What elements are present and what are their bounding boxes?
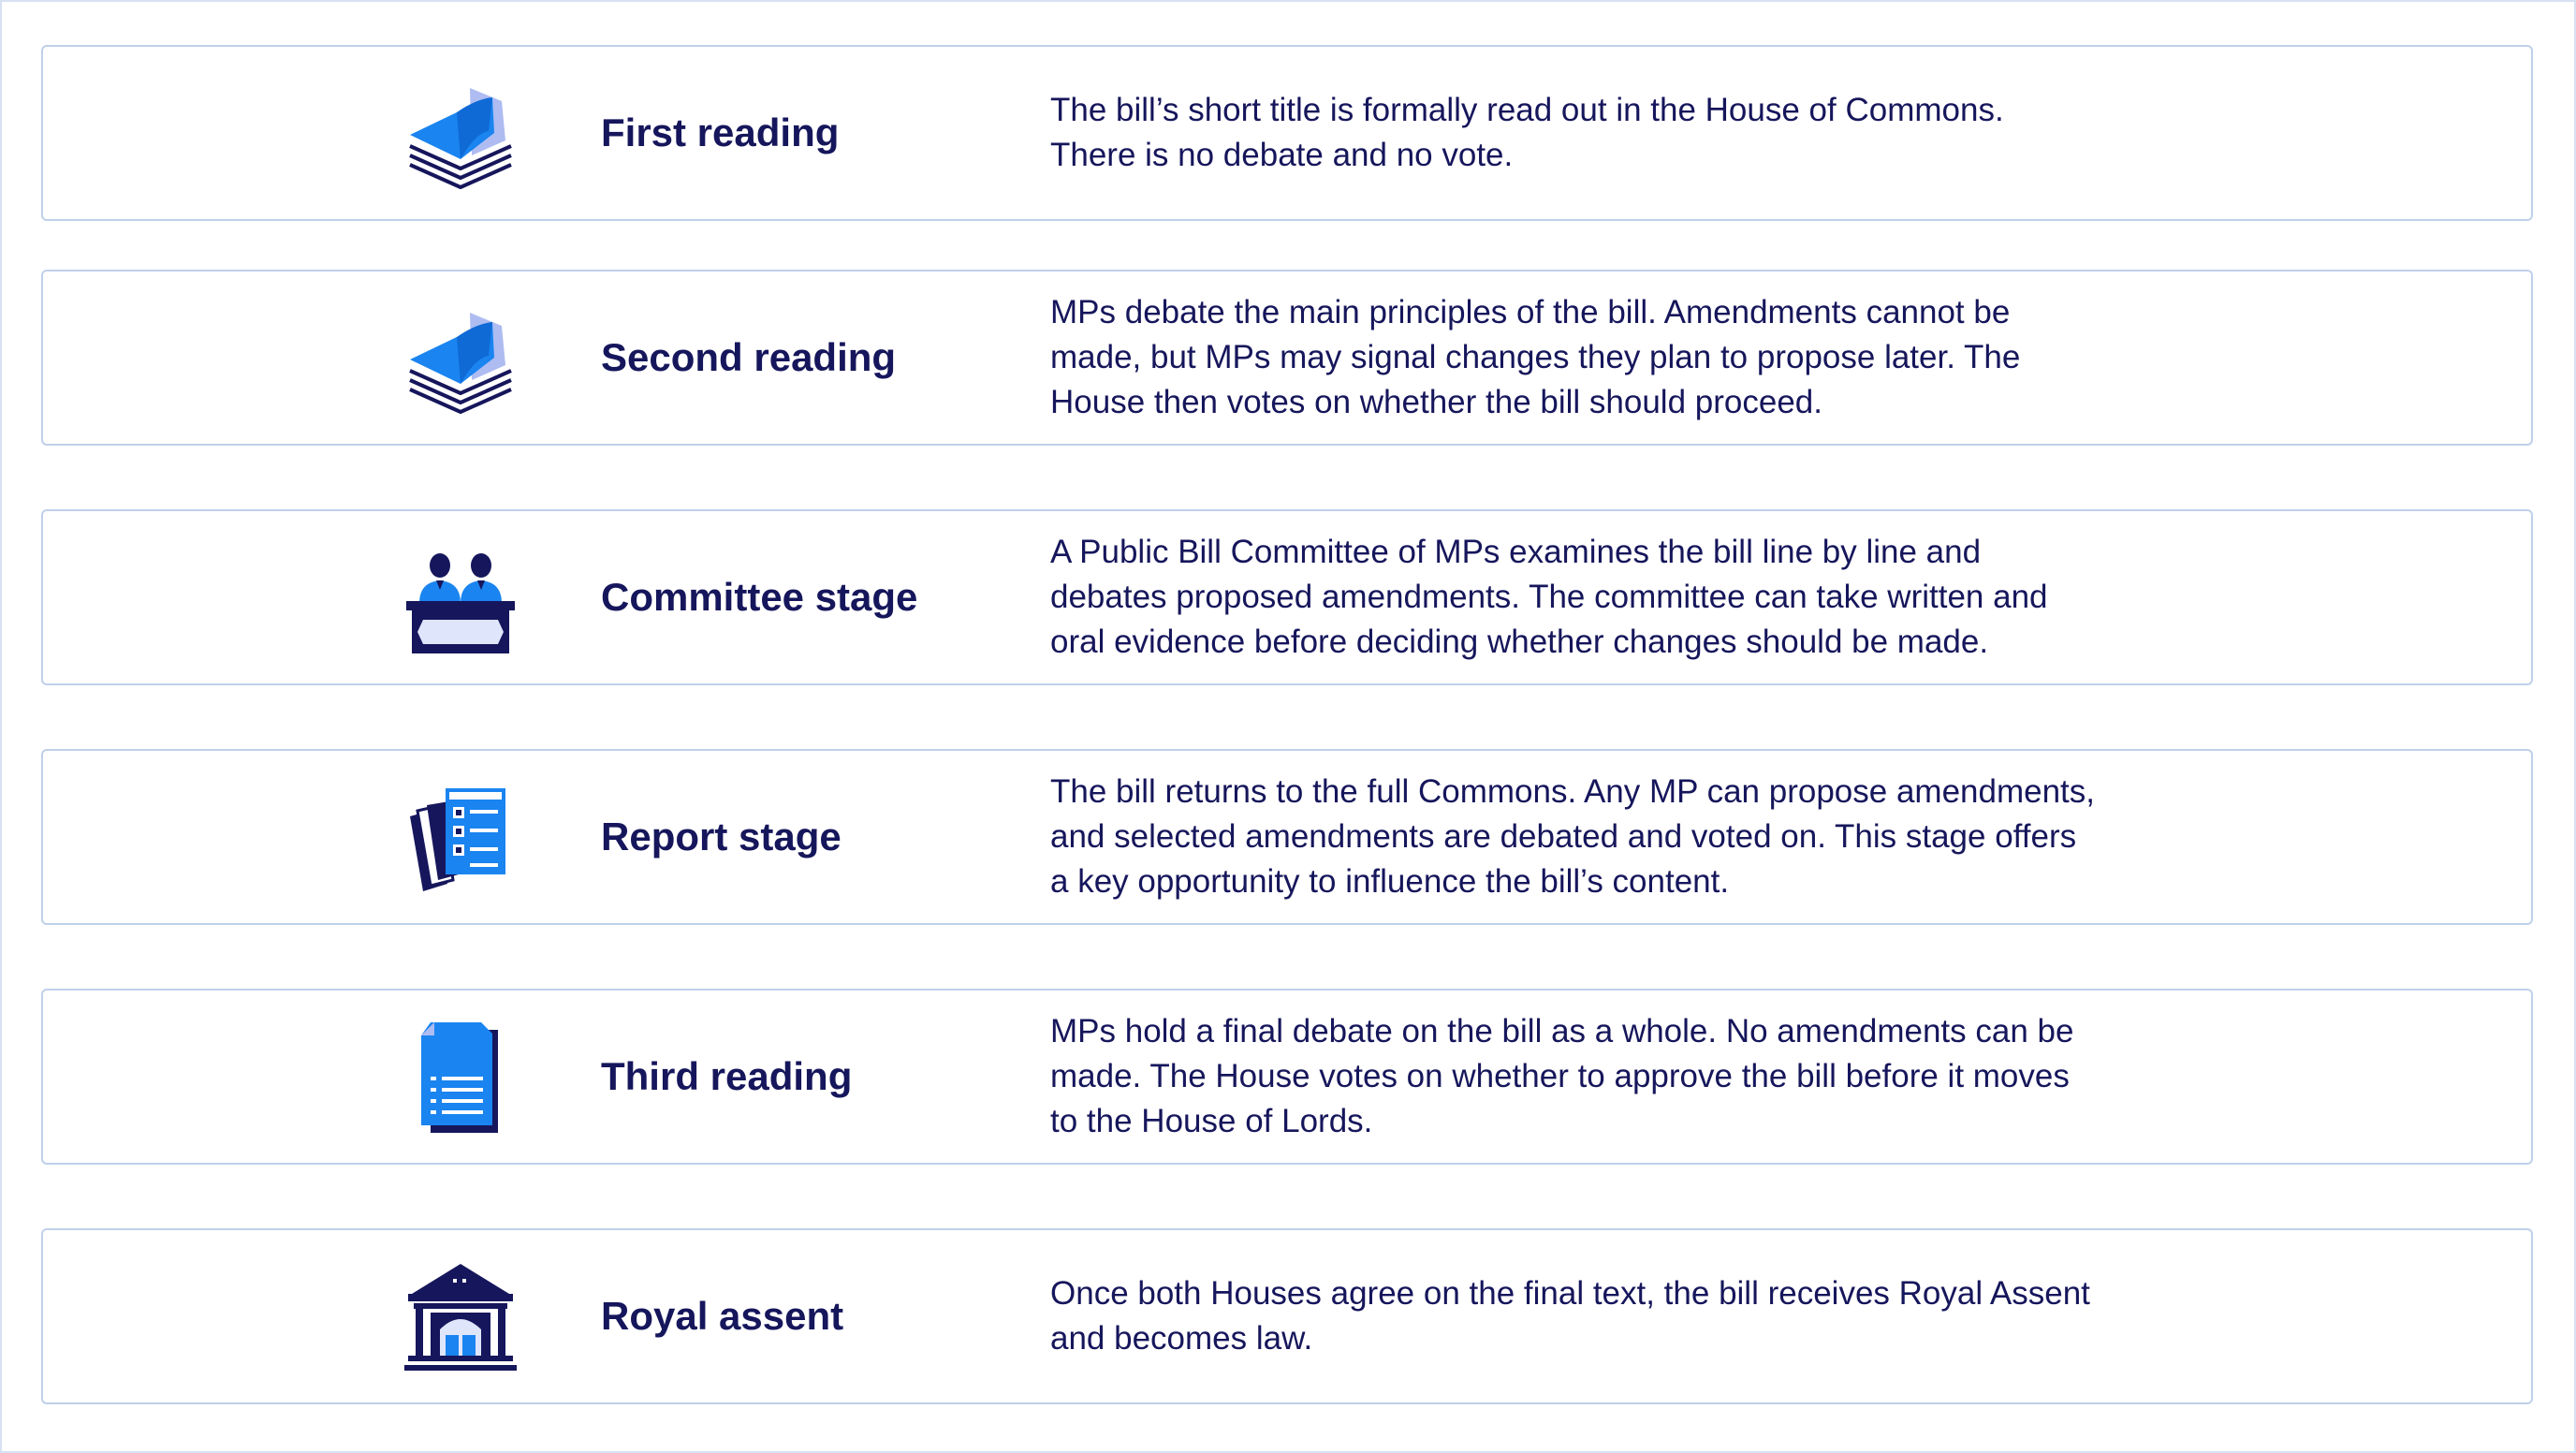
- description-line: MPs debate the main principles of the bill. Amendments cannot be: [1050, 294, 2011, 330]
- stage-title: First reading: [601, 110, 840, 154]
- book-stack-icon: [404, 79, 517, 191]
- description-line: and selected amendments are debated and voted on. This stage offers: [1050, 818, 2077, 855]
- description-line: House then votes on whether the bill should proceed.: [1050, 384, 1822, 420]
- description-line: Once both Houses agree on the final text, the bill receives Royal Assent: [1050, 1275, 2090, 1312]
- stage-description: [1050, 1230, 2267, 1402]
- description-line: made, but MPs may signal changes they plan to propose later. The: [1050, 339, 2021, 375]
- stage-description: [1050, 991, 2267, 1163]
- description-line: and becomes law.: [1050, 1320, 1313, 1357]
- description-line: made. The House votes on whether to approve the bill before it moves: [1050, 1058, 2070, 1094]
- description-line: MPs hold a final debate on the bill as a whole. No amendments can be: [1050, 1013, 2074, 1049]
- description-line: There is no debate and no vote.: [1050, 137, 1514, 173]
- stage-title: Third reading: [601, 1054, 853, 1098]
- parliament-building-icon: [404, 1262, 517, 1374]
- stage-report: [41, 749, 2533, 925]
- stage-third-reading: [41, 989, 2533, 1165]
- stage-second-reading: [41, 270, 2533, 446]
- stage-description: [1050, 751, 2267, 923]
- stage-description: [1050, 272, 2267, 444]
- description-line: debates proposed amendments. The committee can take written and: [1050, 579, 2048, 615]
- description-line: a key opportunity to influence the bill’s content.: [1050, 863, 1730, 900]
- description-line: The bill returns to the full Commons. Any MP can propose amendments,: [1050, 773, 2096, 810]
- stage-title: Report stage: [601, 815, 842, 859]
- committee-desk-icon: [404, 543, 517, 655]
- stage-title: Committee stage: [601, 575, 918, 619]
- report-papers-icon: [404, 783, 517, 895]
- stage-description: [1050, 47, 2267, 219]
- stage-first-reading: [41, 45, 2533, 221]
- stage-title: Royal assent: [601, 1294, 844, 1338]
- stage-title: Second reading: [601, 335, 897, 379]
- stage-royal-assent: [41, 1228, 2533, 1404]
- document-icon: [404, 1022, 517, 1135]
- description-line: oral evidence before deciding whether changes should be made.: [1050, 624, 1989, 660]
- stage-description: [1050, 511, 2267, 683]
- description-line: A Public Bill Committee of MPs examines the bill line by line and: [1050, 534, 1982, 570]
- stage-committee: [41, 509, 2533, 685]
- book-stack-icon: [404, 303, 517, 416]
- description-line: to the House of Lords.: [1050, 1103, 1373, 1139]
- description-line: The bill’s short title is formally read out in the House of Commons.: [1050, 92, 2004, 128]
